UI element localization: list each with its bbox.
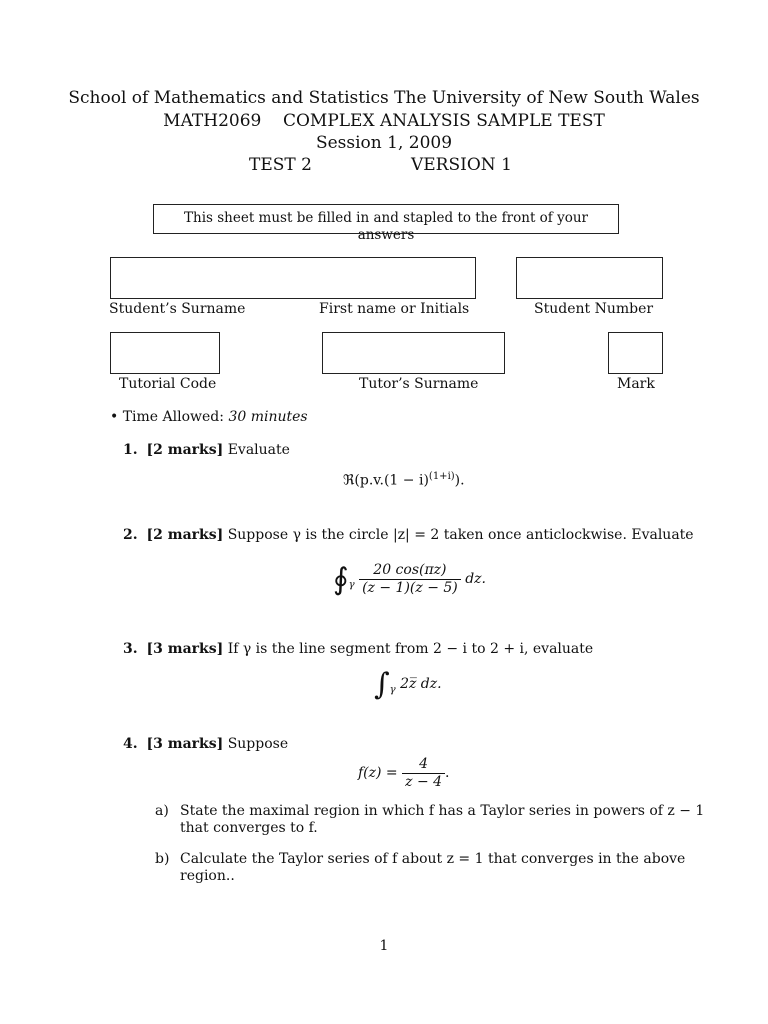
firstname-label: First name or Initials (319, 301, 470, 317)
test-label: TEST 2 (249, 155, 312, 175)
time-allowed (110, 409, 308, 426)
version-label: VERSION 1 (411, 155, 512, 175)
contour-integral-symbol: ∮ (333, 562, 349, 597)
tutorial-code-box[interactable] (110, 332, 220, 374)
session-label: Session 1, 2009 (315, 133, 453, 153)
student-name-box[interactable] (110, 257, 476, 299)
question-2 (123, 527, 694, 544)
q4-lhs: f(z) = (358, 765, 398, 781)
q4-part-b-line2: region.. (180, 868, 235, 884)
q2-number: 2. (123, 527, 138, 543)
time-value: 30 minutes (228, 409, 308, 425)
q2-numerator: 20 cos(πz) (373, 562, 447, 578)
mark-label: Mark (617, 376, 655, 392)
question-4 (123, 736, 288, 753)
q4-end: . (445, 765, 450, 781)
tutor-surname-box[interactable] (322, 332, 505, 374)
q4-fraction (402, 756, 445, 791)
q1-formula (343, 468, 465, 490)
tutorial-code-label: Tutorial Code (119, 376, 217, 392)
bullet: • (110, 409, 119, 425)
q4-formula (358, 756, 450, 791)
q2-gamma: γ (348, 579, 355, 591)
student-number-box[interactable] (516, 257, 663, 299)
q4-part-b-line1: Calculate the Taylor series of f about z = 1 that converges in the above (180, 851, 686, 867)
course-code: MATH2069 (163, 111, 262, 131)
question-1 (123, 442, 290, 459)
q4-part-a-line1: State the maximal region in which f has a Taylor series in powers of z − 1 (180, 803, 705, 819)
q3-text: If γ is the line segment from 2 − i to 2 + i, evaluate (227, 641, 594, 657)
mark-box[interactable] (608, 332, 663, 374)
surname-label: Student’s Surname (109, 301, 246, 317)
course-name: COMPLEX ANALYSIS SAMPLE TEST (282, 111, 605, 131)
q4-denominator: z − 4 (402, 773, 445, 791)
q2-denominator: (z − 1)(z − 5) (359, 579, 461, 597)
integral-symbol: ∫ (374, 667, 390, 702)
notice-text: This sheet must be filled in and stapled to the front of your answers (184, 210, 588, 243)
q3-number: 3. (123, 641, 138, 657)
q4-part-a-line2: that converges to f. (180, 820, 318, 836)
q1-formula-exp: (1+i) (428, 471, 455, 482)
q2-marks: [2 marks] (146, 527, 224, 543)
course-title (0, 111, 768, 131)
q1-text: Evaluate (227, 442, 290, 458)
time-label: Time Allowed: (122, 409, 224, 425)
school-title: School of Mathematics and Statistics The University of New South Wales (68, 88, 700, 108)
question-3 (123, 641, 593, 658)
q4-part-a-label: a) (155, 803, 169, 819)
student-number-label: Student Number (534, 301, 654, 317)
q4-number: 4. (123, 736, 138, 752)
q4-numerator: 4 (419, 756, 429, 772)
q1-marks: [2 marks] (146, 442, 224, 458)
q4-text: Suppose (227, 736, 289, 752)
q1-number: 1. (123, 442, 138, 458)
q2-fraction (359, 562, 461, 597)
q1-formula-end: ). (454, 472, 465, 489)
q1-formula-base: ℜ(p.v.(1 − i) (343, 472, 429, 489)
tutor-surname-label: Tutor’s Surname (359, 376, 479, 392)
q3-integrand: 2z̅ dz. (400, 676, 442, 692)
page-number: 1 (379, 938, 389, 954)
q4-part-b-label: b) (155, 851, 170, 867)
q3-formula (374, 667, 442, 702)
q3-gamma: γ (389, 684, 396, 696)
q2-dz: dz. (465, 571, 487, 587)
q2-text: Suppose γ is the circle |z| = 2 taken once anticlockwise. Evaluate (227, 527, 694, 543)
q2-formula (333, 562, 486, 597)
notice-box (153, 204, 619, 243)
q4-marks: [3 marks] (146, 736, 224, 752)
q3-marks: [3 marks] (146, 641, 224, 657)
